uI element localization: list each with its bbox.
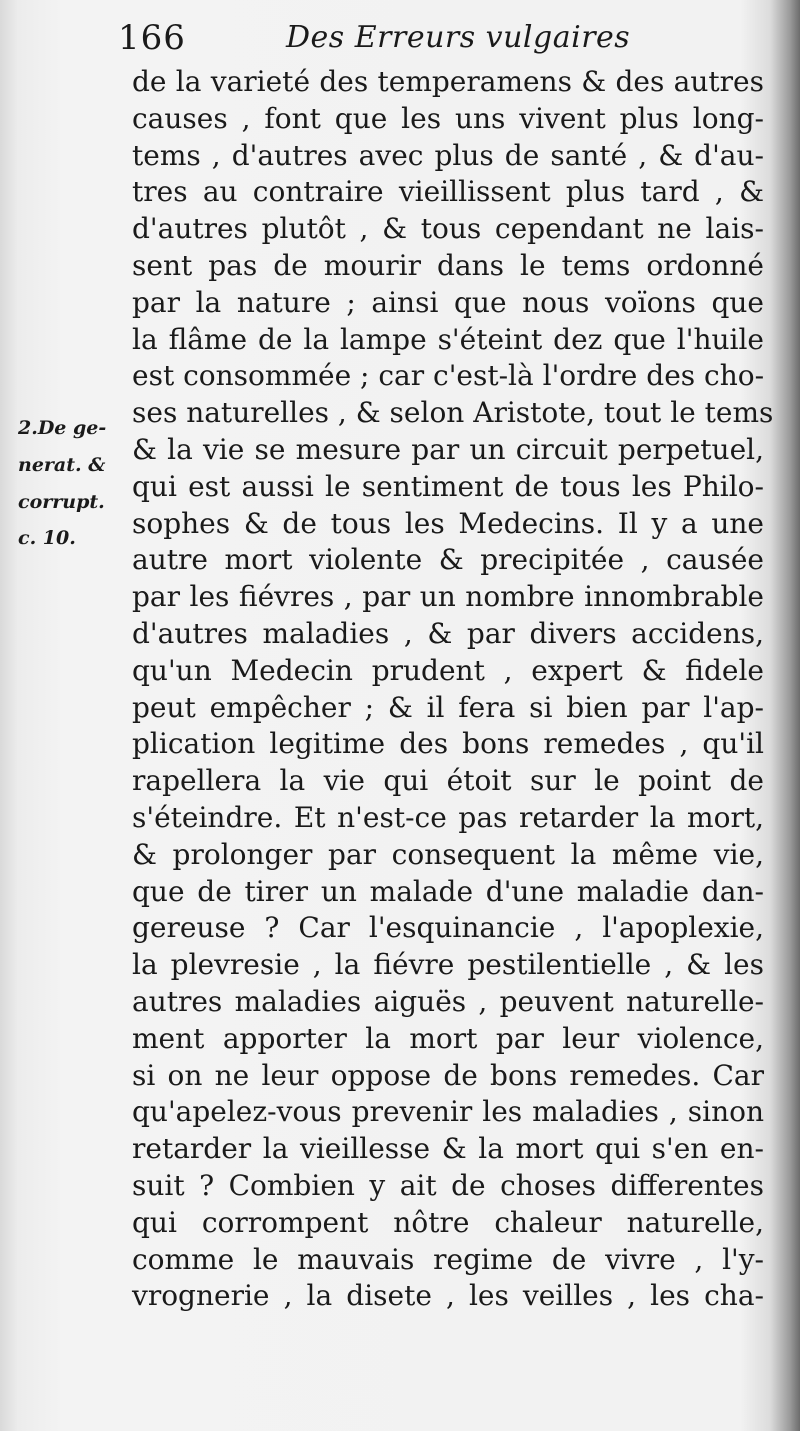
body-text xyxy=(132,64,774,1315)
text-line: causes , font que les uns vivent plus long- xyxy=(132,101,764,135)
text-line: par la nature ; ainsi que nous voïons que xyxy=(132,285,764,319)
text-line: de la varieté des temperamens & des autres xyxy=(132,65,764,98)
text-line: sophes & de tous les Medecins. Il y a une xyxy=(132,506,764,540)
text-line: par les fiévres , par un nombre innombrable xyxy=(132,580,764,614)
text-line: s'éteindre. Et n'est-ce pas retarder la mort, xyxy=(132,800,764,834)
text-line: tres au contraire vieillissent plus tard , & xyxy=(132,175,764,209)
text-line: autre mort violente & precipitée , causée xyxy=(132,543,764,577)
text-line: ment apporter la mort par leur violence, xyxy=(132,1021,764,1055)
margin-note-line: nerat. & xyxy=(18,453,106,476)
text-line: rapellera la vie qui étoit sur le point de xyxy=(132,764,764,798)
text-line: suit ? Combien y ait de choses differentes xyxy=(132,1168,764,1202)
text-line: sent pas de mourir dans le tems ordonné xyxy=(132,248,764,282)
text-line: retarder la vieillesse & la mort qui s'en en- xyxy=(132,1132,764,1166)
text-line: d'autres maladies , & par divers accidens, xyxy=(132,616,764,650)
text-line: est consommée ; car c'est-là l'ordre des cho- xyxy=(132,359,765,393)
text-line: autres maladies aiguës , peuvent naturelle- xyxy=(132,984,764,1018)
text-line: gereuse ? Car l'esquinancie , l'apoplexie, xyxy=(132,911,764,945)
text-line: si on ne leur oppose de bons remedes. Car xyxy=(132,1058,764,1092)
text-line: tems , d'autres avec plus de santé , & d'au- xyxy=(132,138,764,172)
text-line: qu'apelez-vous prevenir les maladies , sinon xyxy=(132,1095,764,1129)
text-line: vrognerie , la disete , les veilles , les cha- xyxy=(132,1279,764,1313)
text-line: peut empêcher ; & il fera si bien par l'ap- xyxy=(132,690,764,724)
running-title: Des Erreurs vulgaires xyxy=(286,20,631,55)
text-line: & la vie se mesure par un circuit perpetuel, xyxy=(132,432,764,466)
text-line: d'autres plutôt , & tous cependant ne lais- xyxy=(132,212,764,246)
margin-note-line: c. 10. xyxy=(18,527,76,550)
text-line: qui est aussi le sentiment de tous les Philo- xyxy=(132,469,764,503)
text-line: la flâme de la lampe s'éteint dez que l'huile xyxy=(132,322,764,356)
page-header xyxy=(118,16,758,60)
text-line: plication legitime des bons remedes , qu'il xyxy=(132,727,764,761)
text-line: qu'un Medecin prudent , expert & fidele xyxy=(132,653,764,687)
margin-note-line: corrupt. xyxy=(18,490,105,513)
text-line: la plevresie , la fiévre pestilentielle , & les xyxy=(132,948,764,982)
margin-note xyxy=(18,410,118,557)
page-number: 166 xyxy=(118,18,186,58)
margin-note-line: 2.De ge- xyxy=(18,417,107,439)
text-line: & prolonger par consequent la même vie, xyxy=(132,837,764,871)
text-line: qui corrompent nôtre chaleur naturelle, xyxy=(132,1205,764,1239)
text-line: comme le mauvais regime de vivre , l'y- xyxy=(132,1242,764,1276)
text-line: ses naturelles , & selon Aristote, tout le tems xyxy=(132,396,774,430)
text-line: que de tirer un malade d'une maladie dan- xyxy=(132,874,764,908)
